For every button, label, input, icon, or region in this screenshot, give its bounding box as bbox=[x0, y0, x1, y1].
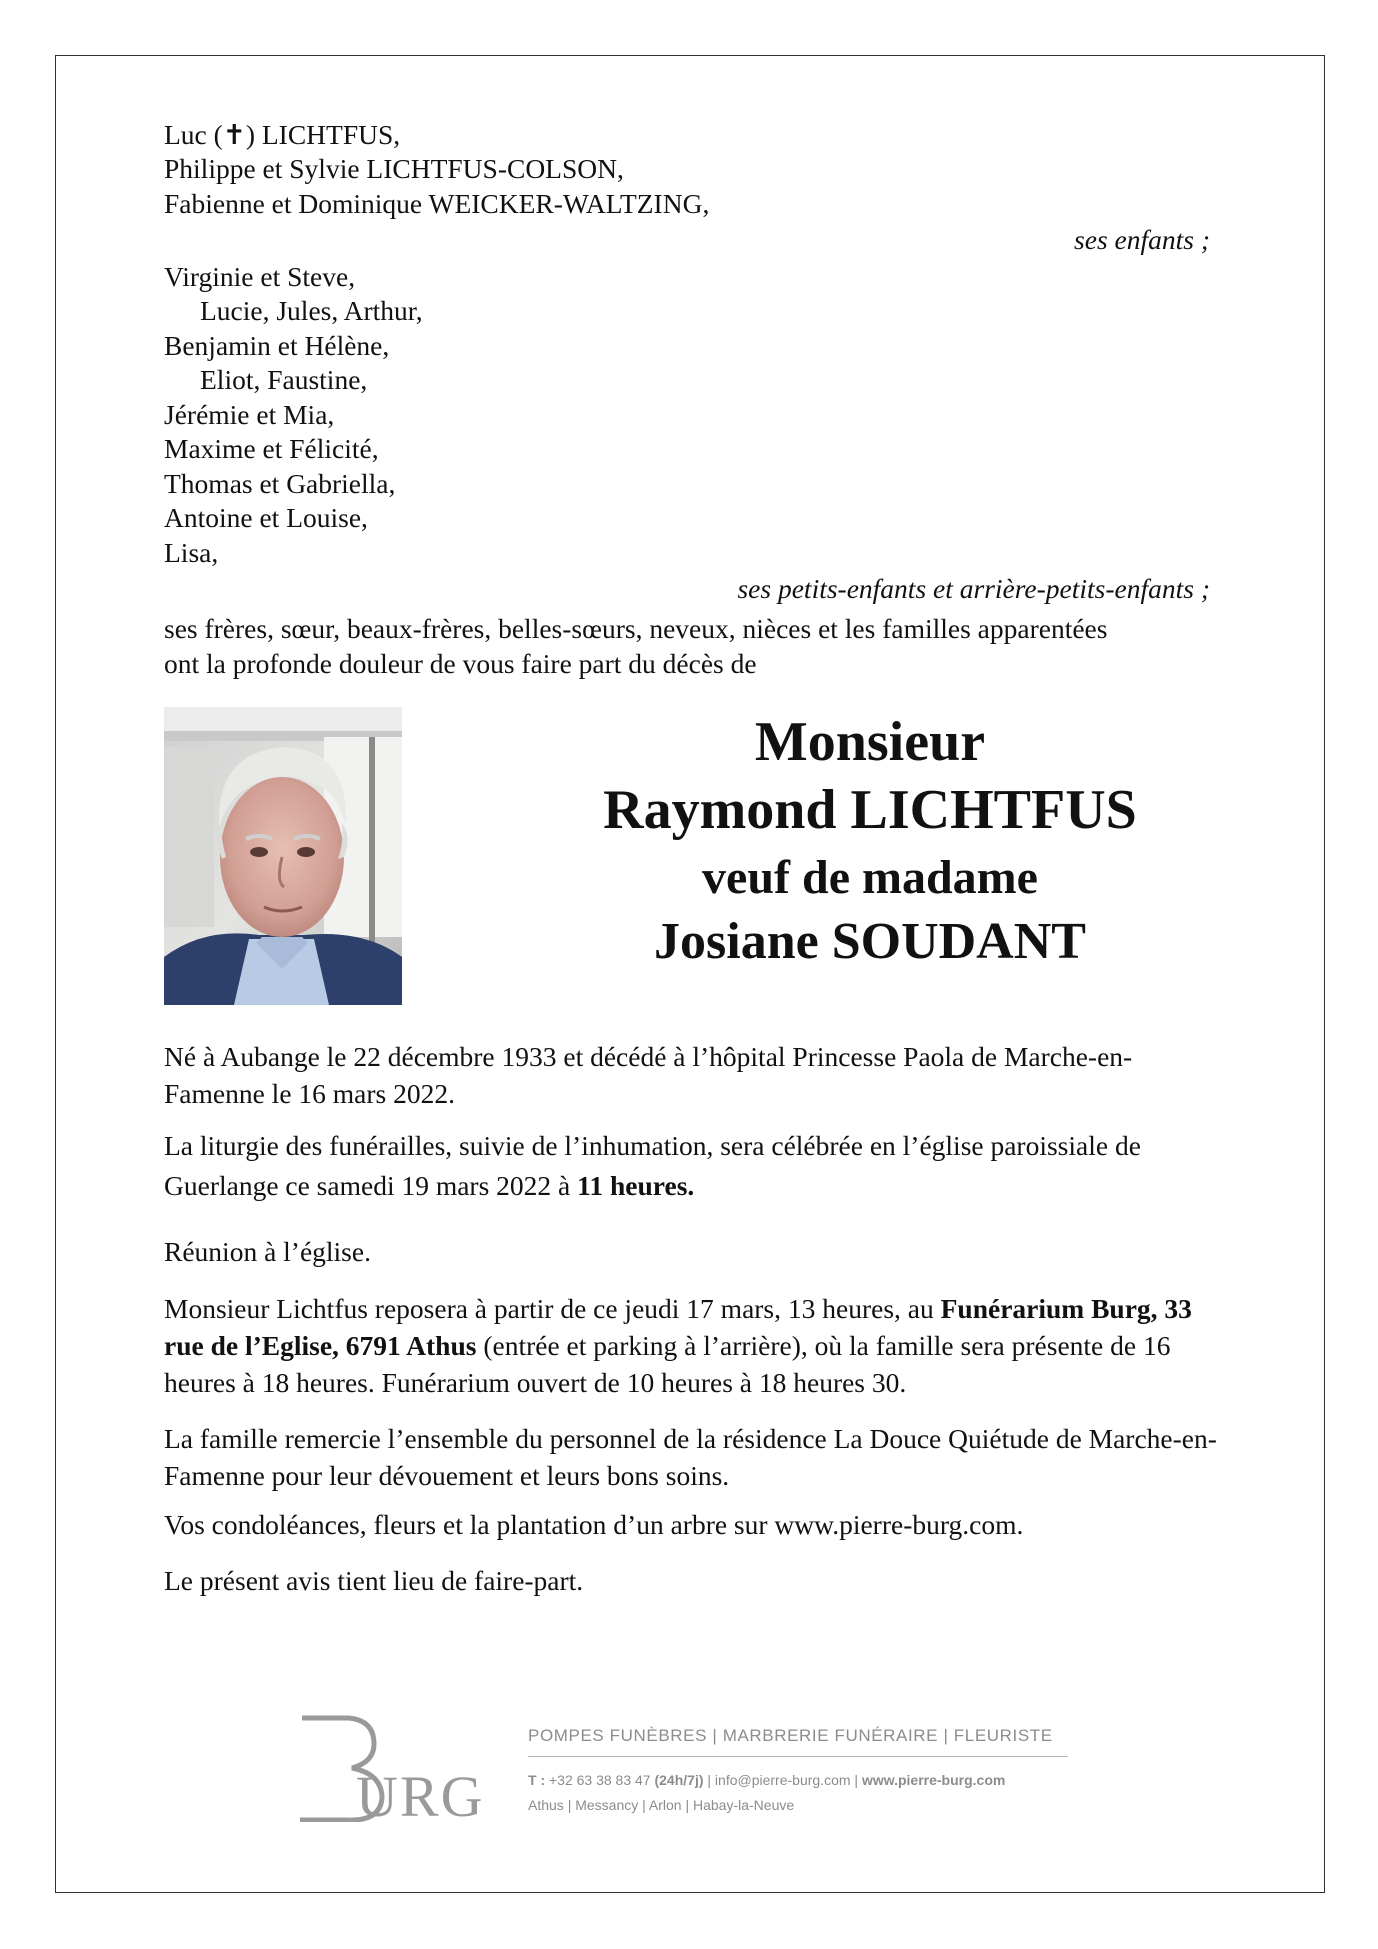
email: | info@pierre-burg.com | bbox=[703, 1772, 862, 1788]
grandchild-line-8: Antoine et Louise, bbox=[164, 502, 368, 533]
footer-locations: Athus | Messancy | Arlon | Habay-la-Neuve bbox=[528, 1797, 795, 1813]
grandchildren-label: ses petits-enfants et arrière-petits-enfants ; bbox=[737, 573, 1210, 604]
grandchild-line-4: Eliot, Faustine, bbox=[200, 364, 368, 395]
burg-logo bbox=[296, 1712, 496, 1827]
notice-paragraph: Le présent avis tient lieu de faire-part. bbox=[164, 1565, 584, 1596]
grandchild-line-6: Maxime et Félicité, bbox=[164, 433, 379, 464]
deceased-photo bbox=[164, 707, 402, 1005]
child-line-3: Fabienne et Dominique WEICKER-WALTZING, bbox=[164, 188, 710, 219]
thanks-paragraph: La famille remercie l’ensemble du personnel de la résidence La Douce Quiétude de Marche-en-Famenne pour leur dévouement et leurs bons soins. bbox=[164, 1423, 1217, 1491]
family-intro-line-2: ont la profonde douleur de vous faire part du décès de bbox=[164, 648, 757, 679]
birth-death-paragraph: Né à Aubange le 22 décembre 1933 et décédé à l’hôpital Princesse Paola de Marche-en-Famenne le 16 mars 2022. bbox=[164, 1041, 1133, 1109]
footer-contact bbox=[528, 1772, 1005, 1788]
child-line-2: Philippe et Sylvie LICHTFUS-COLSON, bbox=[164, 153, 624, 184]
rest-text-c: (entrée et parking à l’arrière), où la famille sera présente de 16 heures à 18 heures. Funérarium ouvert de 10 heures à 18 heures 30. bbox=[164, 1330, 1171, 1398]
grandchild-line-9: Lisa, bbox=[164, 537, 219, 568]
children-label: ses enfants ; bbox=[1074, 224, 1210, 255]
footer-divider bbox=[528, 1756, 1068, 1757]
grandchild-line-3: Benjamin et Hélène, bbox=[164, 330, 390, 361]
widow-line: veuf de madame bbox=[702, 851, 1038, 904]
family-intro-line-1: ses frères, sœur, beaux-frères, belles-sœurs, neveux, nièces et les familles apparentées bbox=[164, 613, 1108, 644]
funerarium-address: Funérarium Burg, 33 rue de l’Eglise, 6791 Athus bbox=[164, 1293, 1192, 1361]
phone-number: +32 63 38 83 47 bbox=[545, 1772, 655, 1788]
liturgy-text: La liturgie des funérailles, suivie de l’inhumation, sera célébrée en l’église paroissiale de Guerlange ce samedi 19 mars 2022 à bbox=[164, 1130, 1141, 1201]
footer-services: POMPES FUNÈBRES | MARBRERIE FUNÉRAIRE | FLEURISTE bbox=[528, 1726, 1053, 1745]
reunion-paragraph: Réunion à l’église. bbox=[164, 1236, 371, 1267]
svg-text:URG: URG bbox=[356, 1764, 485, 1822]
condolences-paragraph: Vos condoléances, fleurs et la plantation d’un arbre sur www.pierre-burg.com. bbox=[164, 1509, 1024, 1540]
grandchild-line-5: Jérémie et Mia, bbox=[164, 399, 335, 430]
rest-text-a: Monsieur Lichtfus reposera à partir de ce jeudi 17 mars, 13 heures, au bbox=[164, 1293, 941, 1324]
deceased-name: Raymond LICHTFUS bbox=[603, 779, 1137, 841]
spouse-name: Josiane SOUDANT bbox=[654, 913, 1086, 970]
grandchild-line-7: Thomas et Gabriella, bbox=[164, 468, 396, 499]
phone-label: T : bbox=[528, 1772, 546, 1788]
liturgy-paragraph bbox=[164, 1126, 1224, 1206]
grandchild-line-1: Virginie et Steve, bbox=[164, 261, 356, 292]
rest-paragraph bbox=[164, 1290, 1224, 1401]
deceased-title: Monsieur bbox=[754, 711, 986, 773]
website: www.pierre-burg.com bbox=[861, 1772, 1006, 1788]
child-line-1: Luc (✝) LICHTFUS, bbox=[164, 119, 401, 150]
phone-hours: (24h/7j) bbox=[654, 1772, 704, 1788]
liturgy-time: 11 heures. bbox=[577, 1170, 695, 1201]
grandchild-line-2: Lucie, Jules, Arthur, bbox=[200, 295, 423, 326]
